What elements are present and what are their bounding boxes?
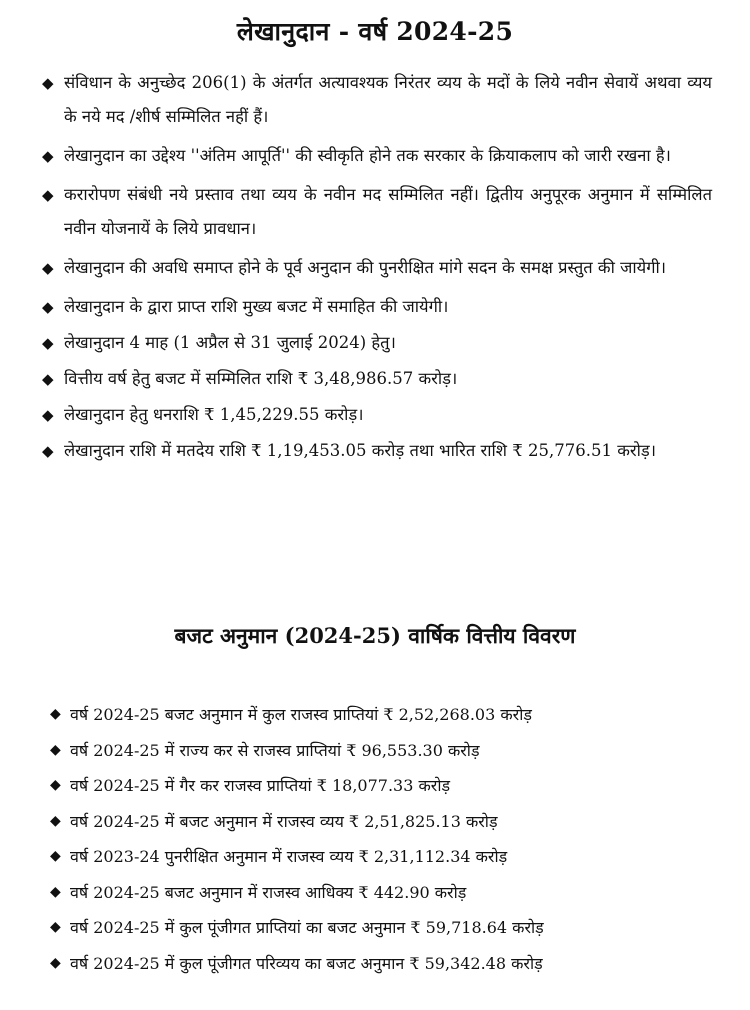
list-item (50, 804, 690, 840)
list-item-text: लेखानुदान 4 माह (1 अप्रैल से 31 जुलाई 2024) हेतु। (64, 333, 396, 352)
page-title: लेखानुदान - वर्ष 2024-25 (236, 17, 514, 46)
list-item-text: वर्ष 2024-25 में गैर कर राजस्व प्राप्तियां ₹ 18,077.33 करोड़ (70, 776, 451, 795)
list-item (50, 839, 690, 875)
list-item (42, 66, 712, 134)
diamond-bullet-icon: ◆ (50, 883, 61, 900)
list-item (42, 251, 712, 285)
list-item-text: वर्ष 2024-25 में कुल पूंजीगत प्राप्तियां का बजट अनुमान ₹ 59,718.64 करोड़ (70, 918, 544, 937)
diamond-bullet-icon: ◆ (42, 334, 54, 352)
list-item-text: वर्ष 2024-25 में बजट अनुमान में राजस्व व्यय ₹ 2,51,825.13 करोड़ (70, 811, 498, 831)
list-item-text: लेखानुदान राशि में मतदेय राशि ₹ 1,19,453.05 करोड़ तथा भारित राशि ₹ 25,776.51 करोड़। (64, 441, 657, 460)
diamond-bullet-icon: ◆ (50, 741, 61, 758)
list-item-text: वर्ष 2024-25 में राज्य कर से राजस्व प्राप्तियां ₹ 96,553.30 करोड़ (70, 740, 480, 760)
list-item-text: लेखानुदान के द्वारा प्राप्त राशि मुख्य बजट में समाहित की जायेगी। (64, 297, 449, 316)
list-item-text: वर्ष 2024-25 बजट अनुमान में कुल राजस्व प्राप्तियां ₹ 2,52,268.03 करोड़ (70, 705, 532, 724)
list-item-text: वर्ष 2024-25 में कुल पूंजीगत परिव्यय का बजट अनुमान ₹ 59,342.48 करोड़ (70, 953, 543, 973)
list-item-text: करारोपण संबंधी नये प्रस्ताव तथा व्यय के नवीन मद सम्मिलित नहीं। द्वितीय अनुपूरक अनुमान में सम्मिलित नवीन योजनायें के लिये प्रावधान। (64, 185, 712, 238)
list-item-text: संविधान के अनुच्छेद 206(1) के अंतर्गत अत्यावश्यक निरंतर व्यय के मदों के लिये नवीन सेवायें अथवा व्यय के नये मद /शीर्ष सम्मिलित नहीं हैं। (64, 73, 712, 126)
diamond-bullet-icon: ◆ (42, 370, 54, 388)
list-item-text: वर्ष 2023-24 पुनरीक्षित अनुमान में राजस्व व्यय ₹ 2,31,112.34 करोड़ (70, 847, 508, 866)
list-item-text: लेखानुदान हेतु धनराशि ₹ 1,45,229.55 करोड़। (64, 405, 364, 424)
list-item (42, 326, 712, 360)
list-item-text: वित्तीय वर्ष हेतु बजट में सम्मिलित राशि ₹ 3,48,986.57 करोड़। (64, 369, 458, 388)
list-item (42, 398, 712, 432)
list-item (42, 139, 712, 173)
list-item-text: वर्ष 2024-25 बजट अनुमान में राजस्व आधिक्य ₹ 442.90 करोड़ (70, 882, 467, 902)
list-item (50, 946, 690, 982)
list-item (50, 910, 690, 946)
list-item (50, 733, 690, 769)
vote-on-account-points (42, 66, 712, 473)
list-item (50, 875, 690, 911)
list-item (42, 290, 712, 324)
annual-financial-statement-points (50, 697, 690, 981)
list-item (50, 697, 690, 733)
section-heading: बजट अनुमान (2024-25) वार्षिक वित्तीय विवरण (174, 623, 576, 648)
list-item (42, 178, 712, 246)
diamond-bullet-icon: ◆ (42, 186, 54, 204)
diamond-bullet-icon: ◆ (42, 147, 54, 165)
diamond-bullet-icon: ◆ (42, 298, 54, 316)
diamond-bullet-icon: ◆ (42, 442, 54, 460)
diamond-bullet-icon: ◆ (50, 812, 61, 829)
list-item (42, 362, 712, 396)
diamond-bullet-icon: ◆ (50, 777, 61, 793)
diamond-bullet-icon: ◆ (50, 706, 61, 722)
diamond-bullet-icon: ◆ (42, 74, 54, 92)
diamond-bullet-icon: ◆ (50, 954, 61, 971)
list-item-text: लेखानुदान का उद्देश्य ''अंतिम आपूर्ति'' की स्वीकृति होने तक सरकार के क्रियाकलाप को जारी रखना है। (64, 146, 671, 165)
diamond-bullet-icon: ◆ (42, 259, 54, 277)
list-item-text: लेखानुदान की अवधि समाप्त होने के पूर्व अनुदान की पुनरीक्षित मांगे सदन के समक्ष प्रस्तुत की जायेगी। (64, 258, 667, 277)
diamond-bullet-icon: ◆ (42, 406, 54, 424)
diamond-bullet-icon: ◆ (50, 919, 61, 935)
list-item (50, 768, 690, 804)
diamond-bullet-icon: ◆ (50, 848, 61, 864)
list-item (42, 434, 712, 468)
